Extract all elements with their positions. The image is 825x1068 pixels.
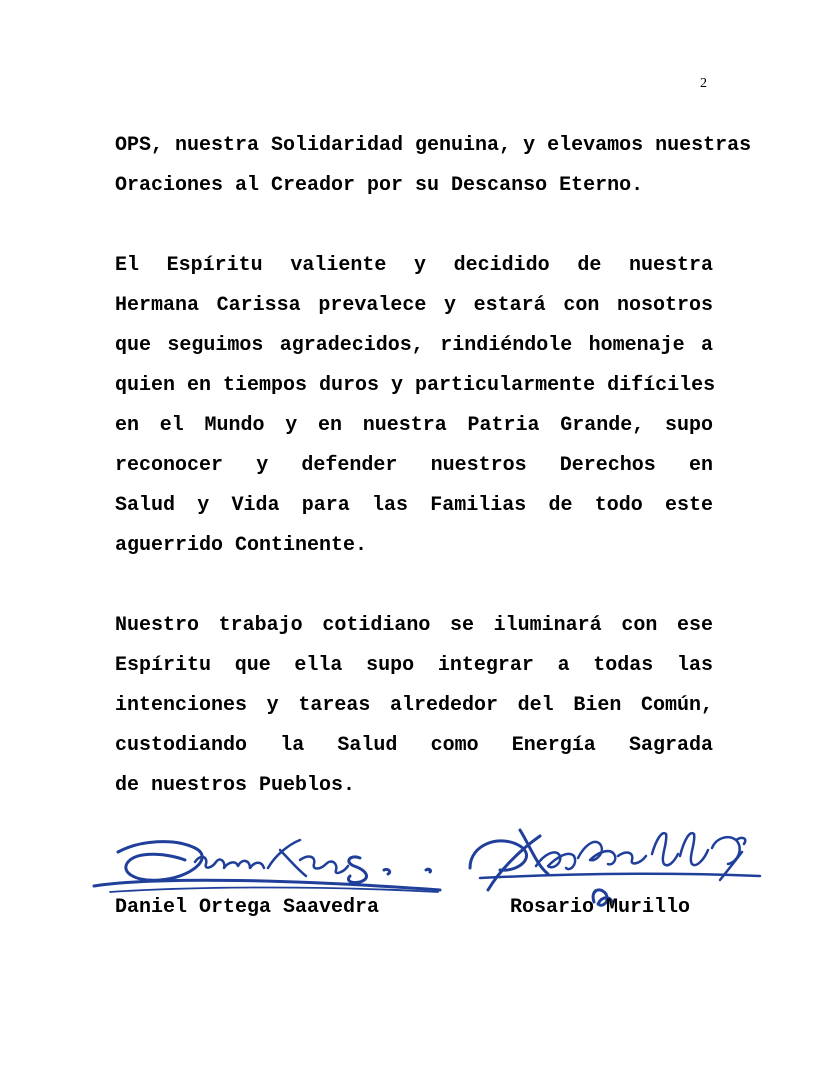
text-line: Hermana Carissa prevalece y estará con nosotros bbox=[115, 294, 713, 317]
paragraph-1 bbox=[115, 126, 752, 206]
text-line: Oraciones al Creador por su Descanso Eterno. bbox=[115, 174, 644, 197]
text-line: de nuestros Pueblos. bbox=[115, 774, 356, 797]
signature-block bbox=[0, 810, 825, 940]
text-line: Salud y Vida para las Familias de todo este bbox=[115, 494, 713, 517]
text-line: Espíritu que ella supo integrar a todas las bbox=[115, 654, 713, 677]
text-line: en el Mundo y en nuestra Patria Grande, supo bbox=[115, 414, 713, 437]
text-line: Nuestro trabajo cotidiano se iluminará con ese bbox=[115, 614, 713, 637]
text-line: quien en tiempos duros y particularmente difíciles bbox=[115, 374, 716, 397]
signatory-name-right: Rosario Murillo bbox=[510, 896, 691, 919]
text-line: OPS, nuestra Solidaridad genuina, y elevamos nuestras bbox=[115, 134, 752, 157]
paragraph-2 bbox=[115, 246, 716, 566]
left-signature-icon bbox=[94, 840, 440, 892]
signatures-drawing bbox=[0, 810, 825, 940]
text-line: custodiando la Salud como Energía Sagrada bbox=[115, 734, 713, 757]
right-signature-icon bbox=[470, 830, 760, 905]
signatory-name-left: Daniel Ortega Saavedra bbox=[115, 896, 380, 919]
page-number: 2 bbox=[700, 76, 707, 91]
text-line: aguerrido Continente. bbox=[115, 534, 368, 557]
text-line: reconocer y defender nuestros Derechos en bbox=[115, 454, 713, 477]
text-line: que seguimos agradecidos, rindiéndole homenaje a bbox=[115, 334, 713, 357]
paragraph-3 bbox=[115, 606, 713, 806]
text-line: intenciones y tareas alrededor del Bien Común, bbox=[115, 694, 713, 717]
text-line: El Espíritu valiente y decidido de nuestra bbox=[115, 254, 713, 277]
letter-body bbox=[115, 126, 752, 846]
